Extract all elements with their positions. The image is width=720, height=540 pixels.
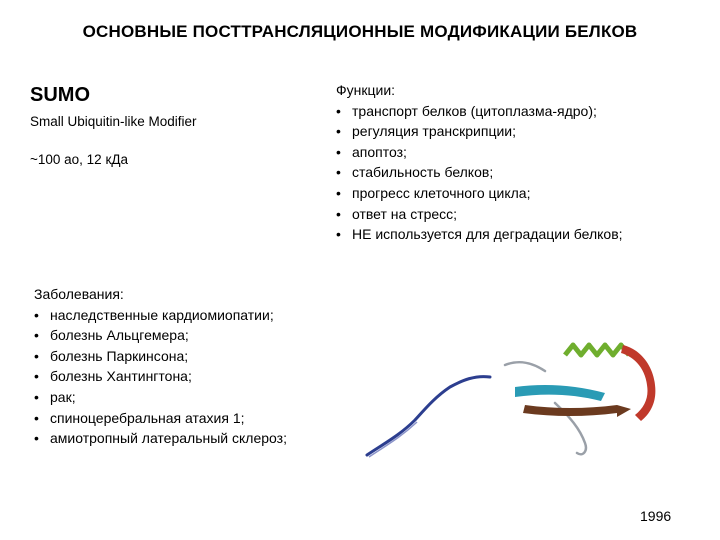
diseases-block xyxy=(34,284,287,449)
function-item: • НЕ используется для деградации белков; xyxy=(336,224,623,245)
disease-item: • рак; xyxy=(34,387,287,408)
slide-title: ОСНОВНЫЕ ПОСТТРАНСЛЯЦИОННЫЕ МОДИФИКАЦИИ БЕЛКОВ xyxy=(82,22,638,41)
disease-item: • спиноцеребральная атахия 1; xyxy=(34,408,287,429)
sumo-size: ~100 ао, 12 кДа xyxy=(30,152,129,167)
function-item: • транспорт белков (цитоплазма-ядро); xyxy=(336,101,623,122)
function-item: • регуляция транскрипции; xyxy=(336,121,623,142)
function-item: • апоптоз; xyxy=(336,142,623,163)
functions-heading: Функции: xyxy=(336,82,396,98)
disease-item: • болезнь Хантингтона; xyxy=(34,366,287,387)
sumo-name: SUMO xyxy=(30,84,90,106)
disease-item: • амиотропный латеральный склероз; xyxy=(34,428,287,449)
diseases-list xyxy=(34,305,287,449)
sumo-full-name: Small Ubiquitin-like Modifier xyxy=(30,114,197,129)
disease-item: • наследственные кардиомиопатии; xyxy=(34,305,287,326)
functions-block xyxy=(336,80,623,245)
beta-strand-arrow xyxy=(617,405,631,417)
functions-list xyxy=(336,101,623,245)
page-number: 1996 xyxy=(640,508,672,524)
sumo-protein-structure-image xyxy=(355,325,705,465)
function-item: • стабильность белков; xyxy=(336,162,623,183)
alpha-helix-green xyxy=(565,345,629,355)
coil-strand xyxy=(367,377,490,455)
disease-item: • болезнь Альцгемера; xyxy=(34,325,287,346)
function-item: • прогресс клеточного цикла; xyxy=(336,183,623,204)
beta-strand-brown xyxy=(523,405,617,416)
diseases-heading: Заболевания: xyxy=(34,286,124,302)
function-item: • ответ на стресс; xyxy=(336,204,623,225)
disease-item: • болезнь Паркинсона; xyxy=(34,346,287,367)
beta-strand-teal xyxy=(515,385,605,401)
